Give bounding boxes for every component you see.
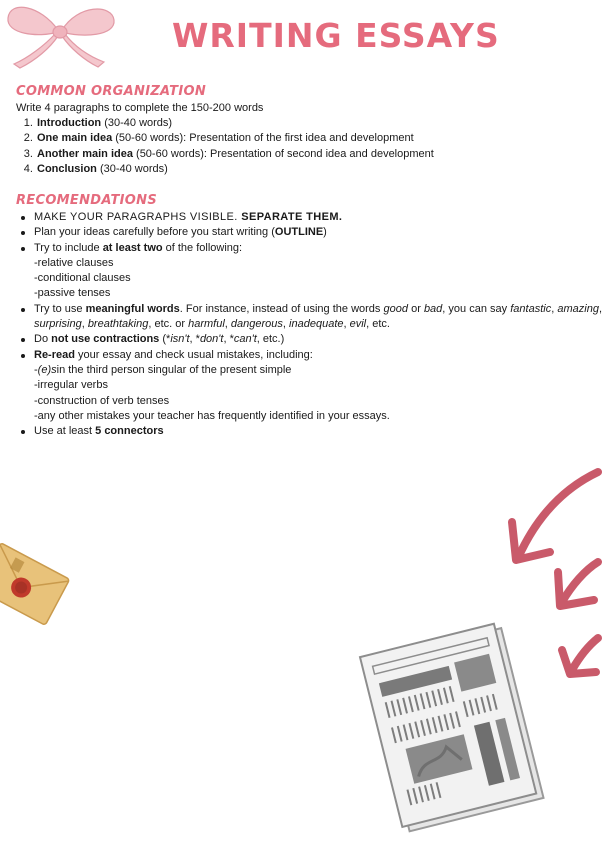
list-item: 3. Another main idea (50-60 words): Presentation of second idea and development: [36, 147, 434, 162]
recommendations-heading: RECOMENDATIONS: [16, 193, 157, 208]
recommendations-list: [16, 210, 602, 439]
list-item: MAKE YOUR PARAGRAPHS VISIBLE. SEPARATE THEM.: [34, 210, 602, 225]
list-item: 1. Introduction (30-40 words): [36, 116, 434, 131]
list-item: Try to use meaningful words. For instance, instead of using the words good or bad, you can say fantastic, amazing, surprising, breathtaking, etc. or harmful, dangerous, inadequate, evil, etc.: [34, 302, 602, 333]
list-item: -(e)sin the third person singular of the present simple: [34, 363, 292, 376]
list-item: -relative clauses: [34, 256, 114, 269]
list-item: Try to include at least two of the following:: [34, 241, 602, 256]
newspaper-icon: [362, 620, 550, 835]
bow-icon: [0, 0, 120, 70]
organization-heading: COMMON ORGANIZATION: [16, 84, 207, 99]
list-item: -passive tenses: [34, 287, 111, 300]
list-item: -any other mistakes your teacher has frequently identified in your essays.: [34, 409, 390, 422]
list-item: -conditional clauses: [34, 272, 131, 285]
organization-intro: Write 4 paragraphs to complete the 150-200 words: [16, 102, 264, 114]
envelope-icon: [0, 540, 70, 640]
list-item: Plan your ideas carefully before you start writing (OUTLINE): [34, 225, 602, 240]
list-item: -irregular verbs: [34, 379, 108, 392]
organization-list: [16, 116, 434, 177]
list-item: Use at least 5 connectors: [34, 424, 602, 439]
list-item: -construction of verb tenses: [34, 394, 170, 407]
list-item: 2. One main idea (50-60 words): Presentation of the first idea and development: [36, 131, 434, 146]
page-title: WRITING ESSAYS: [172, 16, 500, 55]
list-item: Do not use contractions (*isn't, *don't, *can't, etc.): [34, 332, 602, 347]
list-item: 4. Conclusion (30-40 words): [36, 162, 434, 177]
list-item: Re-read your essay and check usual mistakes, including:: [34, 348, 602, 363]
